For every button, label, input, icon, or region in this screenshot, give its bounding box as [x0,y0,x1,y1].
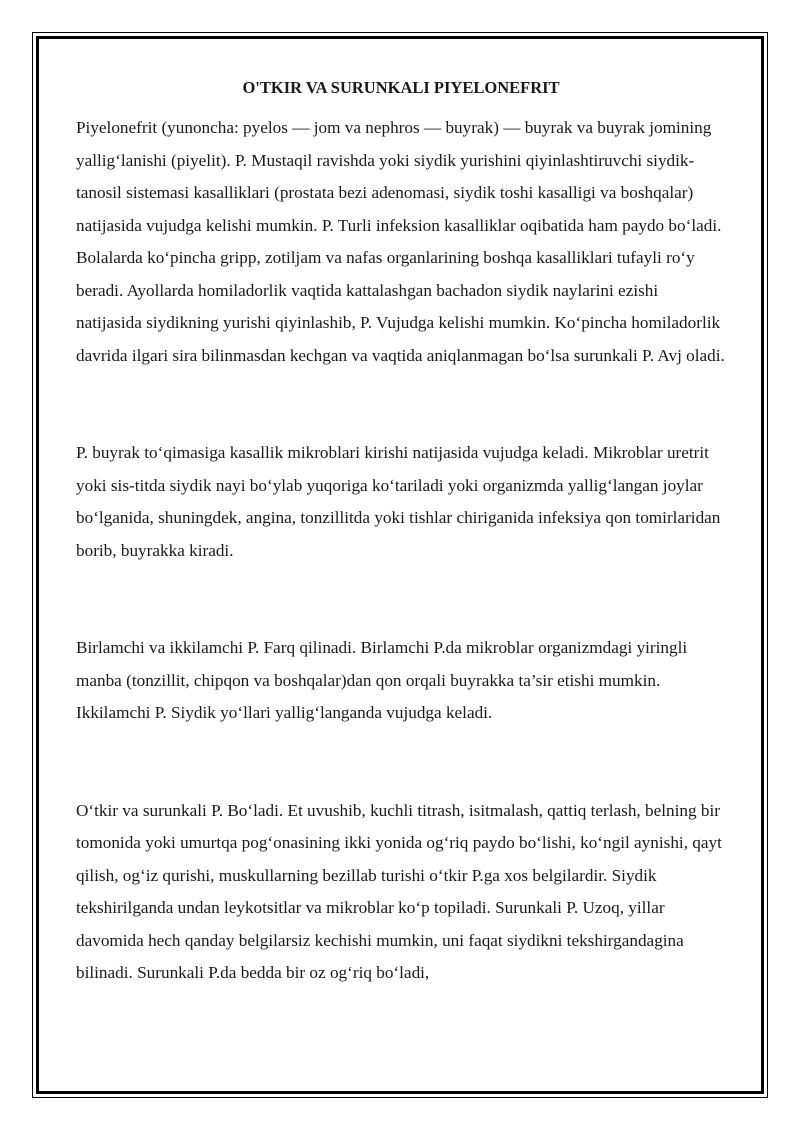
document-body [76,74,726,990]
paragraph-symptoms: O‘tkir va surunkali P. Bo‘ladi. Et uvushib, kuchli titrash, isitmalash, qattiq terlash, belning bir tomonida yoki umurtqa pog‘onasining ikki yonida og‘riq paydo bo‘lishi, ko‘ngil aynishi, qayt qilish, og‘iz qurishi, muskullarning bezillab turishi o‘tkir P.ga xos belgilardir. Siydik tekshirilganda undan leykotsitlar va mikroblar ko‘p topiladi. Surunkali P. Uzoq, yillar davomida hech qanday belgilarsiz kechishi mumkin, uni faqat siydikni tekshirgandagina bilinadi. Surunkali P.da bedda bir oz og‘riq bo‘ladi, [76,800,722,982]
paragraph-cause: P. buyrak to‘qimasiga kasallik mikroblari kirishi natijasida vujudga keladi. Mikroblar uretrit yoki sis-titda siydik nayi bo‘ylab yuqoriga ko‘tariladi yoki organizmda yallig‘langan joylar bo‘lganida, shuningdek, angina, tonzillitda yoki tishlar chiriganida infeksiya qon tomirlaridan borib, buyrakka kiradi. [76,443,721,560]
paragraph-spacer [76,372,726,437]
paragraph-spacer [76,730,726,795]
paragraph-types: Birlamchi va ikkilamchi P. Farq qilinadi. Birlamchi P.da mikroblar organizmdagi yiringli manba (tonzillit, chipqon va boshqalar)dan qon orqali buyrakka ta’sir etishi mumkin. Ikkilamchi P. Siydik yo‘llari yallig‘langanda vujudga keladi. [76,638,688,722]
paragraph-definition: Piyelonefrit (yunoncha: pyelos — jom va nephros — buyrak) — buyrak va buyrak jomining yallig‘lanishi (piyelit). P. Mustaqil ravishda yoki siydik yurishini qiyinlashtiruvchi siydik-tanosil sistemasi kasalliklari (prostata bezi adenomasi, siydik toshi kasalligi va boshqalar) natijasida vujudga kelishi mumkin. P. Turli infeksion kasalliklar oqibatida ham paydo bo‘ladi. Bolalarda ko‘pincha gripp, zotiljam va nafas organlarining boshqa kasalliklari tufayli ro‘y beradi. Ayollarda homiladorlik vaqtida kattalashgan bachadon siydik naylarini ezishi natijasida siydikning yurishi qiyinlashib, P. Vujudga kelishi mumkin. Ko‘pincha homiladorlik davrida ilgari sira bilinmasdan kechgan va vaqtida aniqlanmagan bo‘lsa surunkali P. Avj oladi. [76,118,725,365]
document-title: O'TKIR VA SURUNKALI PIYELONEFRIT [242,78,560,97]
paragraph-spacer [76,567,726,632]
